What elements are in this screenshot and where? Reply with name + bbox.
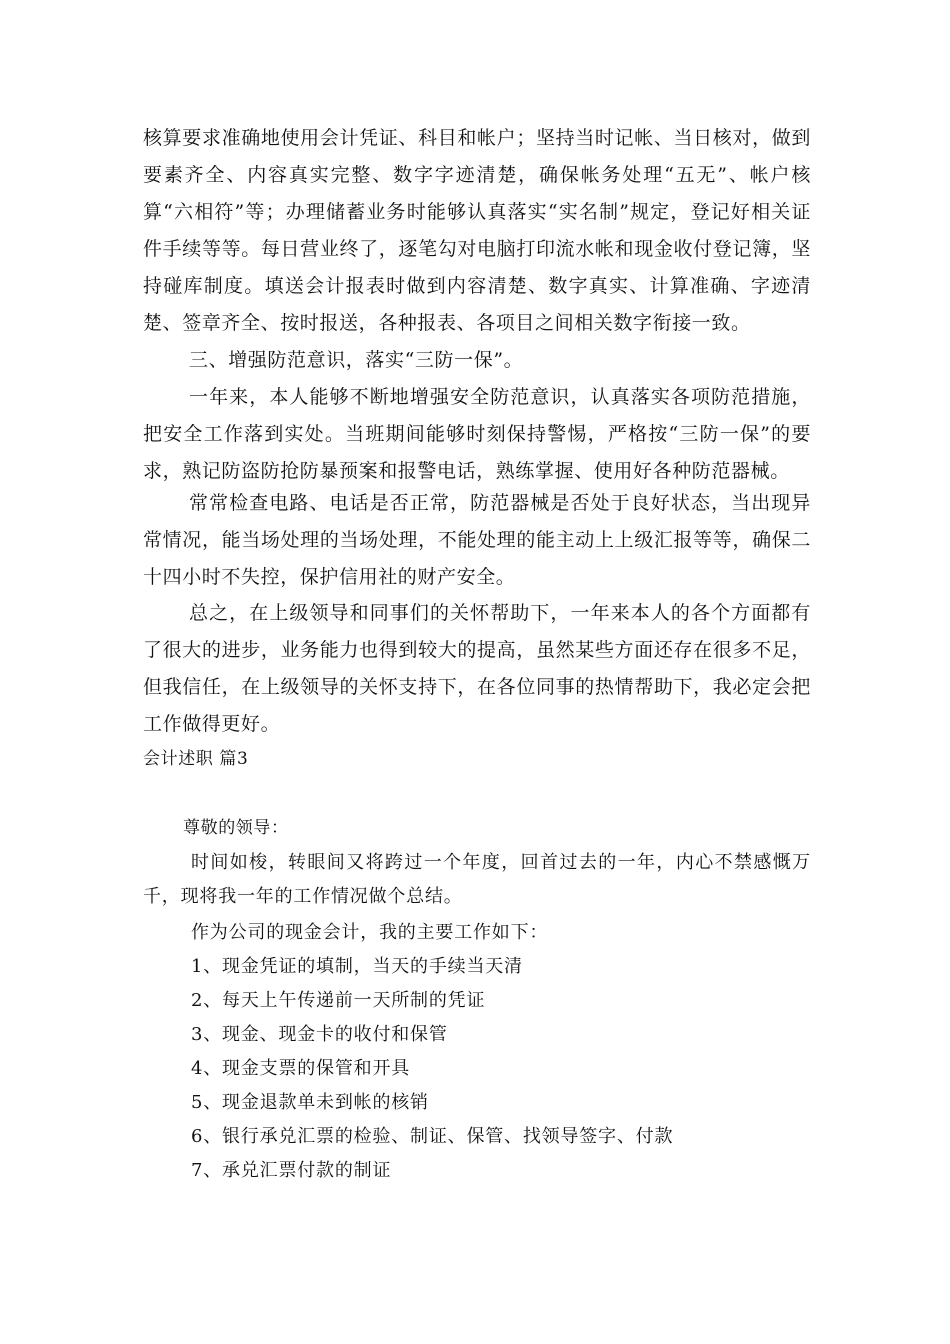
duties-list <box>191 950 673 1188</box>
section-heading-three: 三、增强防范意识，落实“三防一保”。 <box>189 349 524 371</box>
paragraph-security: 一年来，本人能够不断地增强安全防范意识，认真落实各项防范措施，把安全工作落到实处。当班期间能够时刻保持警惕，严格按“三防一保”的要求，熟记防盗防抢防暴预案和报警电话，熟练掌握、使用好各种防范器械。 <box>143 386 811 482</box>
section-title: 会计述职 篇3 <box>143 749 249 769</box>
duties-lead: 作为公司的现金会计，我的主要工作如下： <box>191 922 549 943</box>
list-item: 2、每天上午传递前一天所制的凭证 <box>191 990 486 1011</box>
list-item: 5、现金退款单未到帐的核销 <box>191 1092 429 1113</box>
list-item: 3、现金、现金卡的收付和保管 <box>191 1024 448 1045</box>
list-item: 6、银行承兑汇票的检验、制证、保管、找领导签字、付款 <box>191 1126 674 1147</box>
paragraph-summary: 总之，在上级领导和同事们的关怀帮助下，一年来本人的各个方面都有了很大的进步，业务能力也得到较大的提高，虽然某些方面还存在很多不足，但我信任，在上级领导的关怀支持下，在各位同事的热情帮助下，我必定会把工作做得更好。 <box>143 602 811 735</box>
list-item: 1、现金凭证的填制，当天的手续当天清 <box>191 956 523 977</box>
paragraph-intro: 时间如梭，转眼间又将跨过一个年度，回首过去的一年，内心不禁感慨万千，现将我一年的工作情况做个总结。 <box>143 852 811 907</box>
salutation: 尊敬的领导： <box>183 818 289 838</box>
list-item: 7、承兑汇票付款的制证 <box>191 1160 392 1181</box>
list-item: 4、现金支票的保管和开具 <box>191 1058 411 1079</box>
paragraph-check: 常常检查电路、电话是否正常，防范器械是否处于良好状态，当出现异常情况，能当场处理的当场处理，不能处理的能主动上上级汇报等等，确保二十四小时不失控，保护信用社的财产安全。 <box>143 492 811 588</box>
paragraph-accounting: 核算要求准确地使用会计凭证、科目和帐户；坚持当时记帐、当日核对，做到要素齐全、内容真实完整、数字字迹清楚，确保帐务处理“五无”、帐户核算“六相符”等；办理储蓄业务时能够认真落实“实名制”规定，登记好相关证件手续等等。每日营业终了，逐笔勾对电脑打印流水帐和现金收付登记簿，坚持碰库制度。填送会计报表时做到内容清楚、数字真实、计算准确、字迹清楚、签章齐全、按时报送，各种报表、各项目之间相关数字衔接一致。 <box>143 127 811 334</box>
